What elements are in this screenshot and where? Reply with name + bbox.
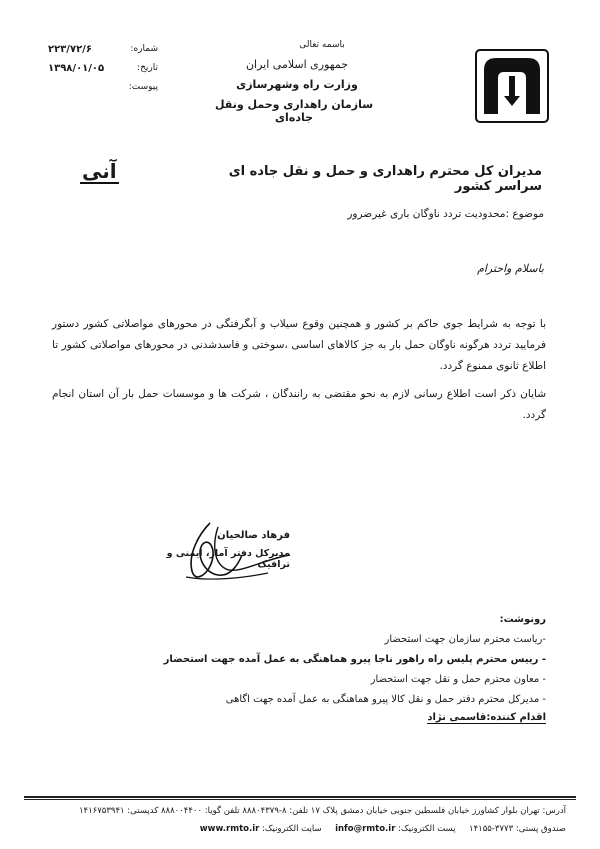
invocation-text: باسمه تعالی bbox=[299, 40, 345, 50]
attachment-row bbox=[48, 82, 158, 92]
cc-title: رونوشت: bbox=[499, 614, 546, 625]
salutation: باسلام واحترام bbox=[477, 262, 544, 275]
signatory-name: فرهاد صالحیان bbox=[217, 530, 290, 541]
action-by-text: اقدام کننده:قاسمی نژاد bbox=[427, 712, 546, 723]
footer-divider bbox=[24, 796, 576, 798]
urgent-mark: آنی bbox=[82, 159, 117, 183]
cc-item: - معاون محترم حمل و نقل جهت استحضار bbox=[370, 674, 546, 685]
subject-line: موضوع :محدودیت تردد ناوگان باری غیرضرور bbox=[347, 208, 544, 220]
footer-po-box: صندوق پستی: ۳۷۷۳-۱۴۱۵۵ bbox=[469, 824, 566, 834]
letter-date-value: ۱۳۹۸/۰۱/۰۵ bbox=[48, 63, 105, 74]
attachment-label: پیوست: bbox=[128, 82, 158, 92]
letter-number-label: شماره: bbox=[130, 44, 158, 54]
letter-date-label: تاریخ: bbox=[137, 63, 158, 73]
organization-name: سازمان راهداری وحمل ونقل جاده‌ای bbox=[214, 98, 374, 124]
ministry-name: وزارت راه وشهرسازی bbox=[236, 78, 358, 91]
footer-email[interactable]: info@rmto.ir bbox=[335, 824, 396, 834]
footer-website-label: سایت الکترونیک: bbox=[262, 824, 322, 834]
signatory-title: مدیرکل دفتر آمار، ایمنی و ترافیک bbox=[166, 548, 290, 570]
action-by bbox=[400, 712, 546, 723]
footer-email-label: پست الکترونیک: bbox=[398, 824, 456, 834]
letter-date-row bbox=[48, 63, 158, 74]
body-paragraph-2: شایان ذکر است اطلاع رسانی لازم به نحو مقتضی به رانندگان ، شرکت ها و موسسات حمل بار آن استان انجام گردد. bbox=[52, 388, 546, 421]
addressee: مدیران کل محترم راهداری و حمل و نقل جاده ای سراسر کشور bbox=[228, 164, 542, 194]
rmto-logo-icon bbox=[474, 48, 550, 124]
letter-number-value: ۲۲۳/۷۲/۶ bbox=[48, 44, 92, 55]
letter-number-row bbox=[48, 44, 158, 55]
cc-item: - مدیرکل محترم دفتر حمل و نقل کالا پیرو هماهنگی به عمل آمده جهت اگاهی bbox=[225, 694, 546, 705]
footer-divider-thin bbox=[24, 799, 576, 800]
body-paragraph-1: با توجه به شرایط جوی حاکم بر کشور و همچنین وقوع سیلاب و آبگرفتگی در محورهای مواصلاتی کشور دستور فرمایید تردد هرگونه ناوگان حمل بار به جز کالاهای اساسی ،سوختی و فاسدشدنی در محورهای مواصلاتی کشور تا اطلاع ثانوی ممنوع گردد. bbox=[52, 318, 546, 372]
cc-item: -ریاست محترم سازمان جهت استحضار bbox=[384, 634, 546, 645]
cc-item: - رییس محترم پلیس راه راهور ناجا پیرو هماهنگی به عمل آمده جهت استحضار bbox=[163, 654, 546, 665]
republic-name: جمهوری اسلامی ایران bbox=[245, 58, 349, 71]
footer-website[interactable]: www.rmto.ir bbox=[199, 824, 260, 834]
footer-contact-row bbox=[36, 824, 566, 834]
footer-address: آدرس: تهران بلوار کشاورز خیابان فلسطین جنوبی خیابان دمشق پلاک ۱۷ تلفن: ۸-۸۸۸۰۴۳۷۹ تلفن گویا: ۸۸۸۰۰۴۴۰۰ کدپستی: ۱۴۱۶۷۵۳۹۴۱ bbox=[78, 806, 566, 816]
